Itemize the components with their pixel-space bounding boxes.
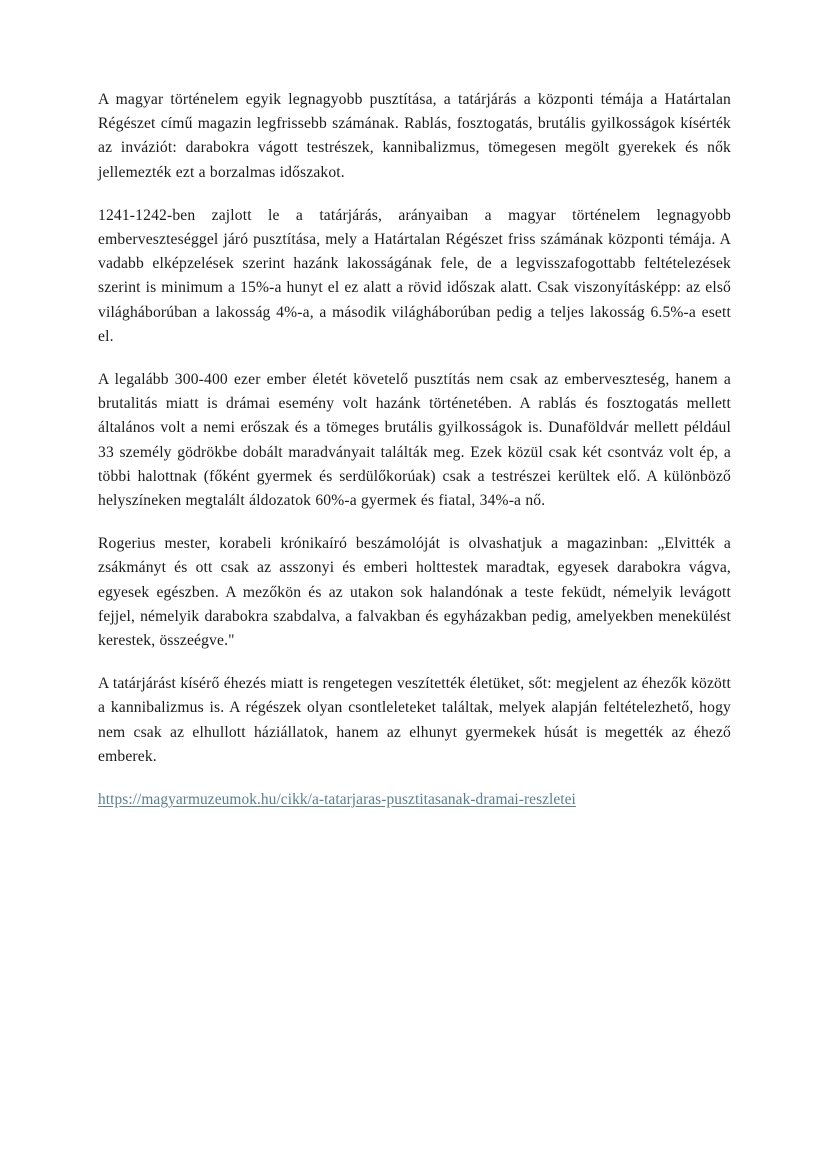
paragraph-casualties: 1241-1242-ben zajlott le a tatárjárás, arányaiban a magyar történelem legnagyobb emberveszteséggel járó pusztítása, mely a Határtalan Régészet friss számának központi témája. A vadabb elképzelések szerint hazánk lakosságának fele, de a legvisszafogottabb feltételezések szerint is minimum a 15%-a hunyt el ez alatt a rövid időszak alatt. Csak viszonyításképp: az első világháborúban a lakosság 4%-a, a második világháborúban pedig a teljes lakosság 6.5%-a esett el. bbox=[98, 206, 731, 345]
paragraph-rogerius-quote: Rogerius mester, korabeli krónikaíró beszámolóját is olvashatjuk a magazinban: „Elvitték a zsákmányt és ott csak az asszonyi és emberi holttestek maradtak, egyesek darabokra vágva, egyesek egészben. A mezőkön és az utakon sok halandónak a teste feküdt, némelyik levágott fejjel, némelyik darabokra szabdalva, a falvakban és egyházakban pedig, amelyekben menekülést kerestek, összeégve." bbox=[98, 535, 731, 650]
paragraph-cannibalism: A tatárjárást kísérő éhezés miatt is rengetegen veszítették életüket, sőt: megjelent az éhezők között a kannibalizmus is. A régészek olyan csontleleteket találtak, melyek alapján feltételezhető, hogy nem csak az elhullott háziállatok, hanem az elhunyt gyermekek húsát is megették az éhező emberek. bbox=[98, 675, 731, 765]
source-link-line bbox=[98, 788, 731, 812]
document-body bbox=[98, 88, 731, 812]
paragraph-intro: A magyar történelem egyik legnagyobb pusztítása, a tatárjárás a központi témája a Határtalan Régészet című magazin legfrissebb számának. Rablás, fosztogatás, brutális gyilkosságok kísérték az inváziót: darabokra vágott testrészek, kannibalizmus, tömegesen megölt gyerekek és nők jellemezték ezt a borzalmas időszakot. bbox=[98, 91, 731, 181]
paragraph-brutality: A legalább 300-400 ezer ember életét követelő pusztítás nem csak az emberveszteség, hanem a brutalitás miatt is drámai esemény volt hazánk történetében. A rablás és fosztogatás mellett általános volt a nemi erőszak és a tömeges brutális gyilkosságok is. Dunaföldvár mellett például 33 személy gödrökbe dobált maradványait találták meg. Ezek közül csak két csontváz volt ép, a többi halottnak (főként gyermek és serdülőkorúak) csak a testrészei kerültek elő. A különböző helyszíneken megtalált áldozatok 60%-a gyermek és fiatal, 34%-a nő. bbox=[98, 371, 731, 510]
source-url-link[interactable]: https://magyarmuzeumok.hu/cikk/a-tatarjaras-pusztitasanak-dramai-reszletei bbox=[98, 791, 576, 809]
